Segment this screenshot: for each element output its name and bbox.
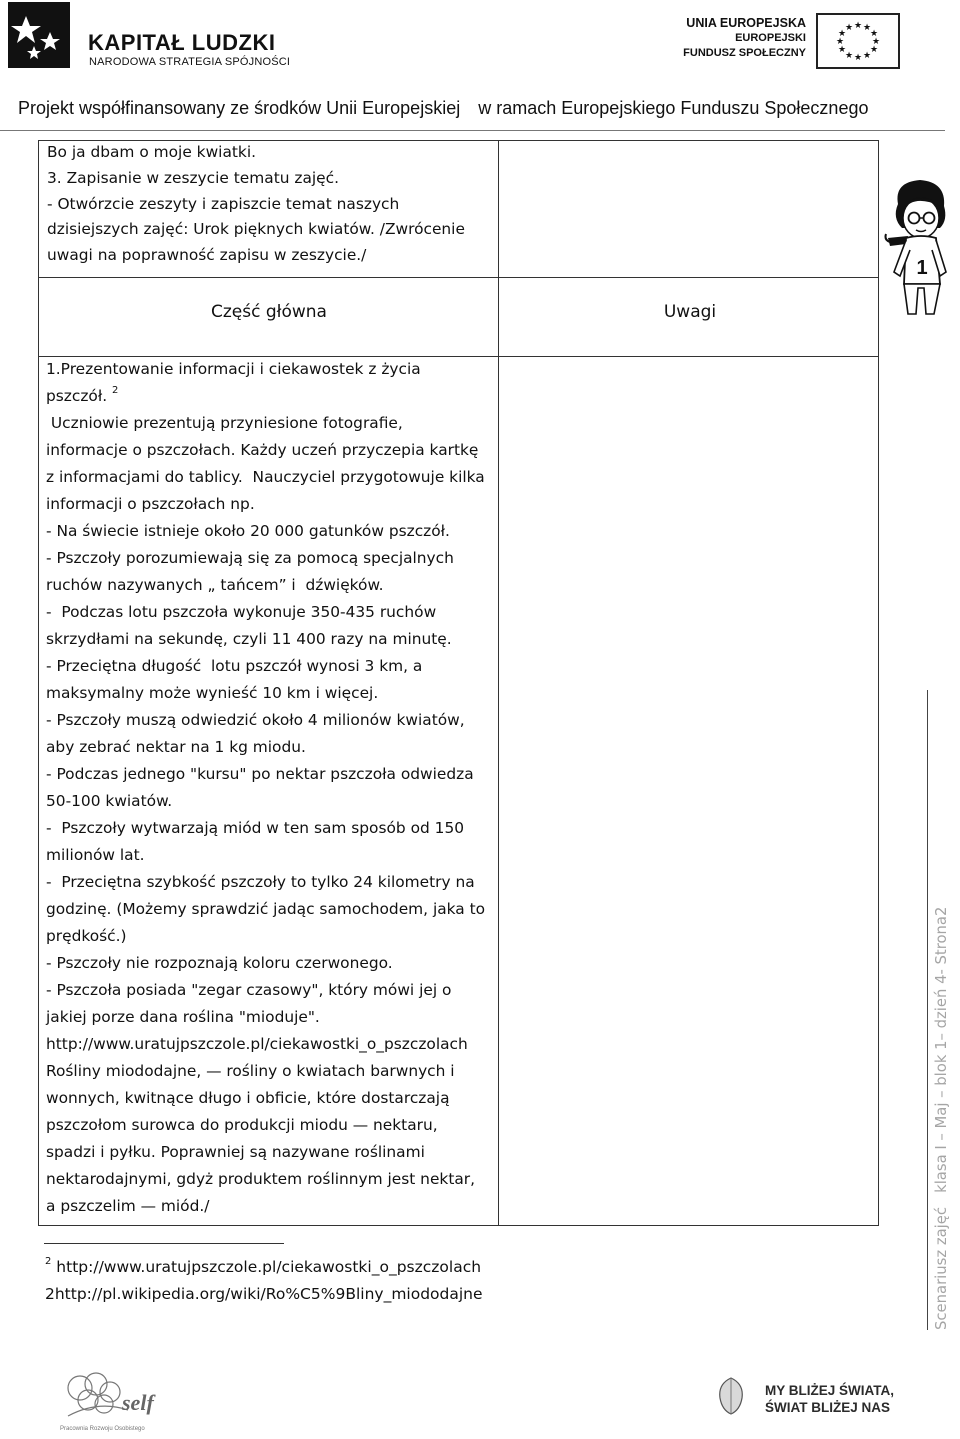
svg-text:★: ★	[869, 45, 879, 55]
main-part-cell	[46, 356, 485, 1220]
self-logo-text: self	[122, 1390, 154, 1415]
eu-label	[640, 16, 806, 61]
footnote-number: 2	[45, 1256, 52, 1267]
main-line: z informacjami do tablicy. Nauczyciel przygotowuje kilka	[46, 468, 485, 486]
footnote-line	[45, 1254, 483, 1281]
mbs-line-2: ŚWIAT BLIŻEJ NAS	[765, 1400, 891, 1415]
project-line-part1: Projekt współfinansowany ze środków Unii Europejskiej	[18, 98, 461, 118]
footnote-link[interactable]: 2http://pl.wikipedia.org/wiki/Ro%C5%9Bliny_miododajne	[45, 1285, 483, 1303]
svg-text:★: ★	[871, 37, 881, 47]
intro-line: uwagi na poprawność zapisu w zeszycie./	[47, 246, 367, 265]
main-line: milionów lat.	[46, 846, 145, 864]
kapital-ludzki-logo-icon	[8, 2, 70, 68]
my-blizej-swiata-logo-icon	[716, 1376, 746, 1416]
project-line-part2: w ramach Europejskiego Funduszu Społecznego	[478, 98, 869, 118]
main-line: prędkość.)	[46, 927, 127, 945]
mascot-number: 1	[916, 257, 928, 279]
main-line: informacje o pszczołach. Każdy uczeń przyczepia kartkę	[46, 441, 479, 459]
side-caption: Scenariusz zajęć klasa I – Maj – blok 1– dzień 4- Strona2	[933, 906, 950, 1330]
eu-line-2: EUROPEJSKI	[735, 32, 806, 44]
self-logo-caption: Pracownia Rozwoju Osobistego	[60, 1426, 145, 1432]
svg-text:★: ★	[862, 23, 872, 33]
main-line: Rośliny miododajne, — rośliny o kwiatach barwnych i	[46, 1062, 455, 1080]
main-line: - Przeciętna szybkość pszczoły to tylko 24 kilometry na	[46, 873, 475, 891]
svg-text:★: ★	[862, 51, 872, 61]
table-row-divider	[38, 277, 879, 278]
self-logo-icon	[58, 1366, 178, 1434]
mbs-line-1: MY BLIŻEJ ŚWIATA,	[765, 1383, 895, 1398]
intro-line: Bo ja dbam o moje kwiatki.	[47, 143, 256, 161]
main-line: - Na świecie istnieje około 20 000 gatunków pszczół.	[46, 522, 450, 540]
kapital-ludzki-title: KAPITAŁ LUDZKI	[88, 30, 276, 55]
eu-line-1: UNIA EUROPEJSKA	[686, 16, 806, 30]
svg-text:★: ★	[844, 23, 854, 33]
main-line: - Przeciętna długość lotu pszczół wynosi 3 km, a	[46, 657, 423, 675]
svg-text:★: ★	[869, 29, 879, 39]
main-line: nektarodajnymi, gdyż produktem roślinnym jest nektar,	[46, 1170, 476, 1188]
main-line: - Pszczoła posiada "zegar czasowy", który mówi jej o	[46, 981, 452, 999]
main-line: a pszczelim — miód./	[46, 1197, 210, 1215]
eu-flag-icon	[816, 13, 900, 69]
footnote-link[interactable]: http://www.uratujpszczole.pl/ciekawostki_o_pszczolach	[51, 1258, 482, 1276]
main-line: ruchów nazywanych „ tańcem” i dźwięków.	[46, 576, 384, 594]
main-line: 50-100 kwiatów.	[46, 792, 173, 810]
main-line: informacji o pszczołach np.	[46, 495, 255, 513]
main-line: - Pszczoły muszą odwiedzić około 4 milionów kwiatów,	[46, 711, 465, 729]
eu-line-3: FUNDUSZ SPOŁECZNY	[683, 47, 806, 59]
footnote	[45, 1254, 483, 1308]
main-line: - Pszczoły wytwarzają miód w ten sam sposób od 150	[46, 819, 465, 837]
intro-line: - Otwórzcie zeszyty i zapiszcie temat naszych	[47, 194, 400, 213]
main-part-heading: Część główna	[211, 302, 327, 322]
main-line: Uczniowie prezentują przyniesione fotografie,	[46, 414, 403, 432]
kapital-ludzki-subtitle: NARODOWA STRATEGIA SPÓJNOŚCI	[89, 56, 291, 68]
side-divider	[927, 690, 928, 1330]
footnote-reference[interactable]: 2	[112, 385, 119, 396]
main-line: godzinę. (Możemy sprawdzić jadąc samochodem, jaka to	[46, 900, 486, 918]
svg-text:★: ★	[837, 45, 847, 55]
main-line: - Podczas jednego "kursu" po nektar pszczoła odwiedza	[46, 765, 474, 783]
main-line: 1.Prezentowanie informacji i ciekawostek z życia	[46, 360, 421, 378]
svg-text:★: ★	[853, 21, 863, 31]
svg-text:★: ★	[853, 53, 863, 63]
main-line: wonnych, kwitnące długo i obficie, które dostarczają	[46, 1089, 450, 1107]
main-line: - Podczas lotu pszczoła wykonuje 350-435 ruchów	[46, 603, 437, 621]
table-column-divider	[498, 140, 499, 1226]
main-line: skrzydłami na sekundę, czyli 11 400 razy na minutę.	[46, 630, 452, 648]
mascot-girl-icon	[884, 176, 956, 326]
svg-text:★: ★	[835, 37, 845, 47]
main-line: pszczołom surowca do produkcji miodu — nektaru,	[46, 1116, 438, 1134]
main-line: aby zebrać nektar na 1 kg miodu.	[46, 738, 306, 756]
main-line: spadzi i pyłku. Poprawniej są nazywane roślinami	[46, 1143, 425, 1161]
main-line: jakiej porze dana roślina "mioduje".	[46, 1008, 320, 1026]
main-line	[46, 383, 485, 410]
main-line: - Pszczoły porozumiewają się za pomocą specjalnych	[46, 549, 454, 567]
intro-cell	[47, 140, 465, 269]
main-line: - Pszczoły nie rozpoznają koloru czerwonego.	[46, 954, 393, 972]
my-blizej-swiata-text	[765, 1382, 894, 1416]
notes-heading: Uwagi	[663, 302, 717, 322]
source-link[interactable]: http://www.uratujpszczole.pl/ciekawostki_o_pszczolach	[46, 1035, 468, 1053]
footnote-divider	[44, 1243, 284, 1244]
intro-line: dzisiejszych zajęć: Urok pięknych kwiatów. /Zwrócenie	[47, 220, 465, 239]
project-cofinanced-line	[18, 98, 868, 119]
svg-text:★: ★	[844, 51, 854, 61]
intro-line: 3. Zapisanie w zeszycie tematu zajęć.	[47, 168, 339, 187]
main-line-text: pszczół.	[46, 387, 108, 405]
svg-text:★: ★	[837, 29, 847, 39]
main-line: maksymalny może wynieść 10 km i więcej.	[46, 684, 379, 702]
header-divider	[0, 130, 945, 131]
